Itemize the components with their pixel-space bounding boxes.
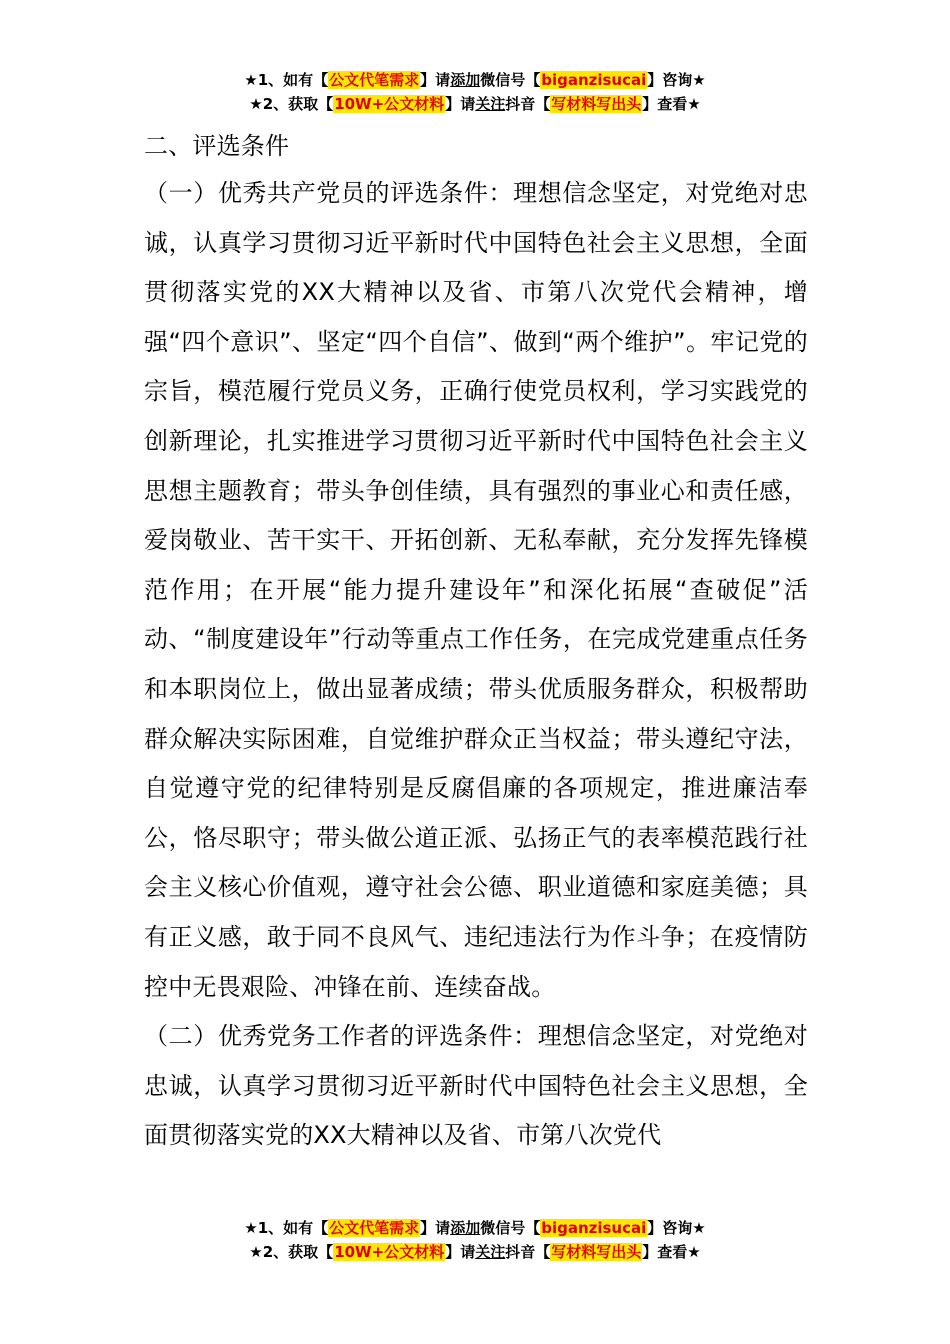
underline-text: 关注 <box>475 95 506 113</box>
highlight-wechat-id: biganzisucai <box>541 1219 647 1237</box>
underline-text: 添加 <box>450 71 481 89</box>
banner-line-2 <box>0 1240 950 1264</box>
banner-text: 】请 <box>420 71 451 89</box>
footer-banner <box>0 1216 950 1264</box>
banner-text: 微信号【 <box>480 1219 541 1237</box>
highlight-wechat-id: biganzisucai <box>541 71 647 89</box>
highlight-douyin-account: 写材料写出头 <box>551 1243 642 1261</box>
banner-text: 抖音【 <box>505 1243 551 1261</box>
banner-text: ★1、如有【 <box>244 71 329 89</box>
banner-text: ★1、如有【 <box>244 1219 329 1237</box>
banner-text: 】咨询★ <box>647 71 706 89</box>
banner-line-1 <box>0 68 950 92</box>
highlight-service: 公文代笔需求 <box>329 1219 420 1237</box>
document-body <box>144 123 808 1161</box>
underline-text: 关注 <box>475 1243 506 1261</box>
banner-text: ★2、获取【 <box>249 95 334 113</box>
highlight-materials: 10W+公文材料 <box>334 95 445 113</box>
highlight-douyin-account: 写材料写出头 <box>551 95 642 113</box>
section-heading: 二、评选条件 <box>144 132 290 160</box>
underline-text: 添加 <box>450 1219 481 1237</box>
banner-text: 】查看★ <box>642 95 701 113</box>
banner-line-2 <box>0 92 950 116</box>
banner-text: 】咨询★ <box>647 1219 706 1237</box>
banner-text: 】查看★ <box>642 1243 701 1261</box>
highlight-materials: 10W+公文材料 <box>334 1243 445 1261</box>
banner-text: 抖音【 <box>505 95 551 113</box>
banner-text: 】请 <box>445 95 476 113</box>
paragraph-excellent-party-worker: （二）优秀党务工作者的评选条件：理想信念坚定，对党绝对忠诚，认真学习贯彻习近平新时代中国特色社会主义思想，全面贯彻落实党的XX大精神以及省、市第八次党代 <box>144 1022 808 1150</box>
header-banner <box>0 68 950 116</box>
banner-line-1 <box>0 1216 950 1240</box>
banner-text: 】请 <box>420 1219 451 1237</box>
highlight-service: 公文代笔需求 <box>329 71 420 89</box>
paragraph-excellent-member: （一）优秀共产党员的评选条件：理想信念坚定，对党绝对忠诚，认真学习贯彻习近平新时代中国特色社会主义思想，全面贯彻落实党的XX大精神以及省、市第八次党代会精神，增强“四个意识”、坚定“四个自信”、做到“两个维护”。牢记党的宗旨，模范履行党员义务，正确行使党员权利，学习实践党的创新理论，扎实推进学习贯彻习近平新时代中国特色社会主义思想主题教育；带头争创佳绩，具有强烈的事业心和责任感，爱岗敬业、苦干实干、开拓创新、无私奉献，充分发挥先锋模范作用；在开展“能力提升建设年”和深化拓展“查破促”活动、“制度建设年”行动等重点工作任务，在完成党建重点任务和本职岗位上，做出显著成绩；带头优质服务群众，积极帮助群众解决实际困难，自觉维护群众正当权益；带头遵纪守法，自觉遵守党的纪律特别是反腐倡廉的各项规定，推进廉洁奉公，恪尽职守；带头做公道正派、弘扬正气的表率模范践行社会主义核心价值观，遵守社会公德、职业道德和家庭美德；具有正义感，敢于同不良风气、违纪违法行为作斗争；在疫情防控中无畏艰险、冲锋在前、连续奋战。 <box>144 179 808 1001</box>
banner-text: 微信号【 <box>480 71 541 89</box>
banner-text: 】请 <box>445 1243 476 1261</box>
banner-text: ★2、获取【 <box>249 1243 334 1261</box>
